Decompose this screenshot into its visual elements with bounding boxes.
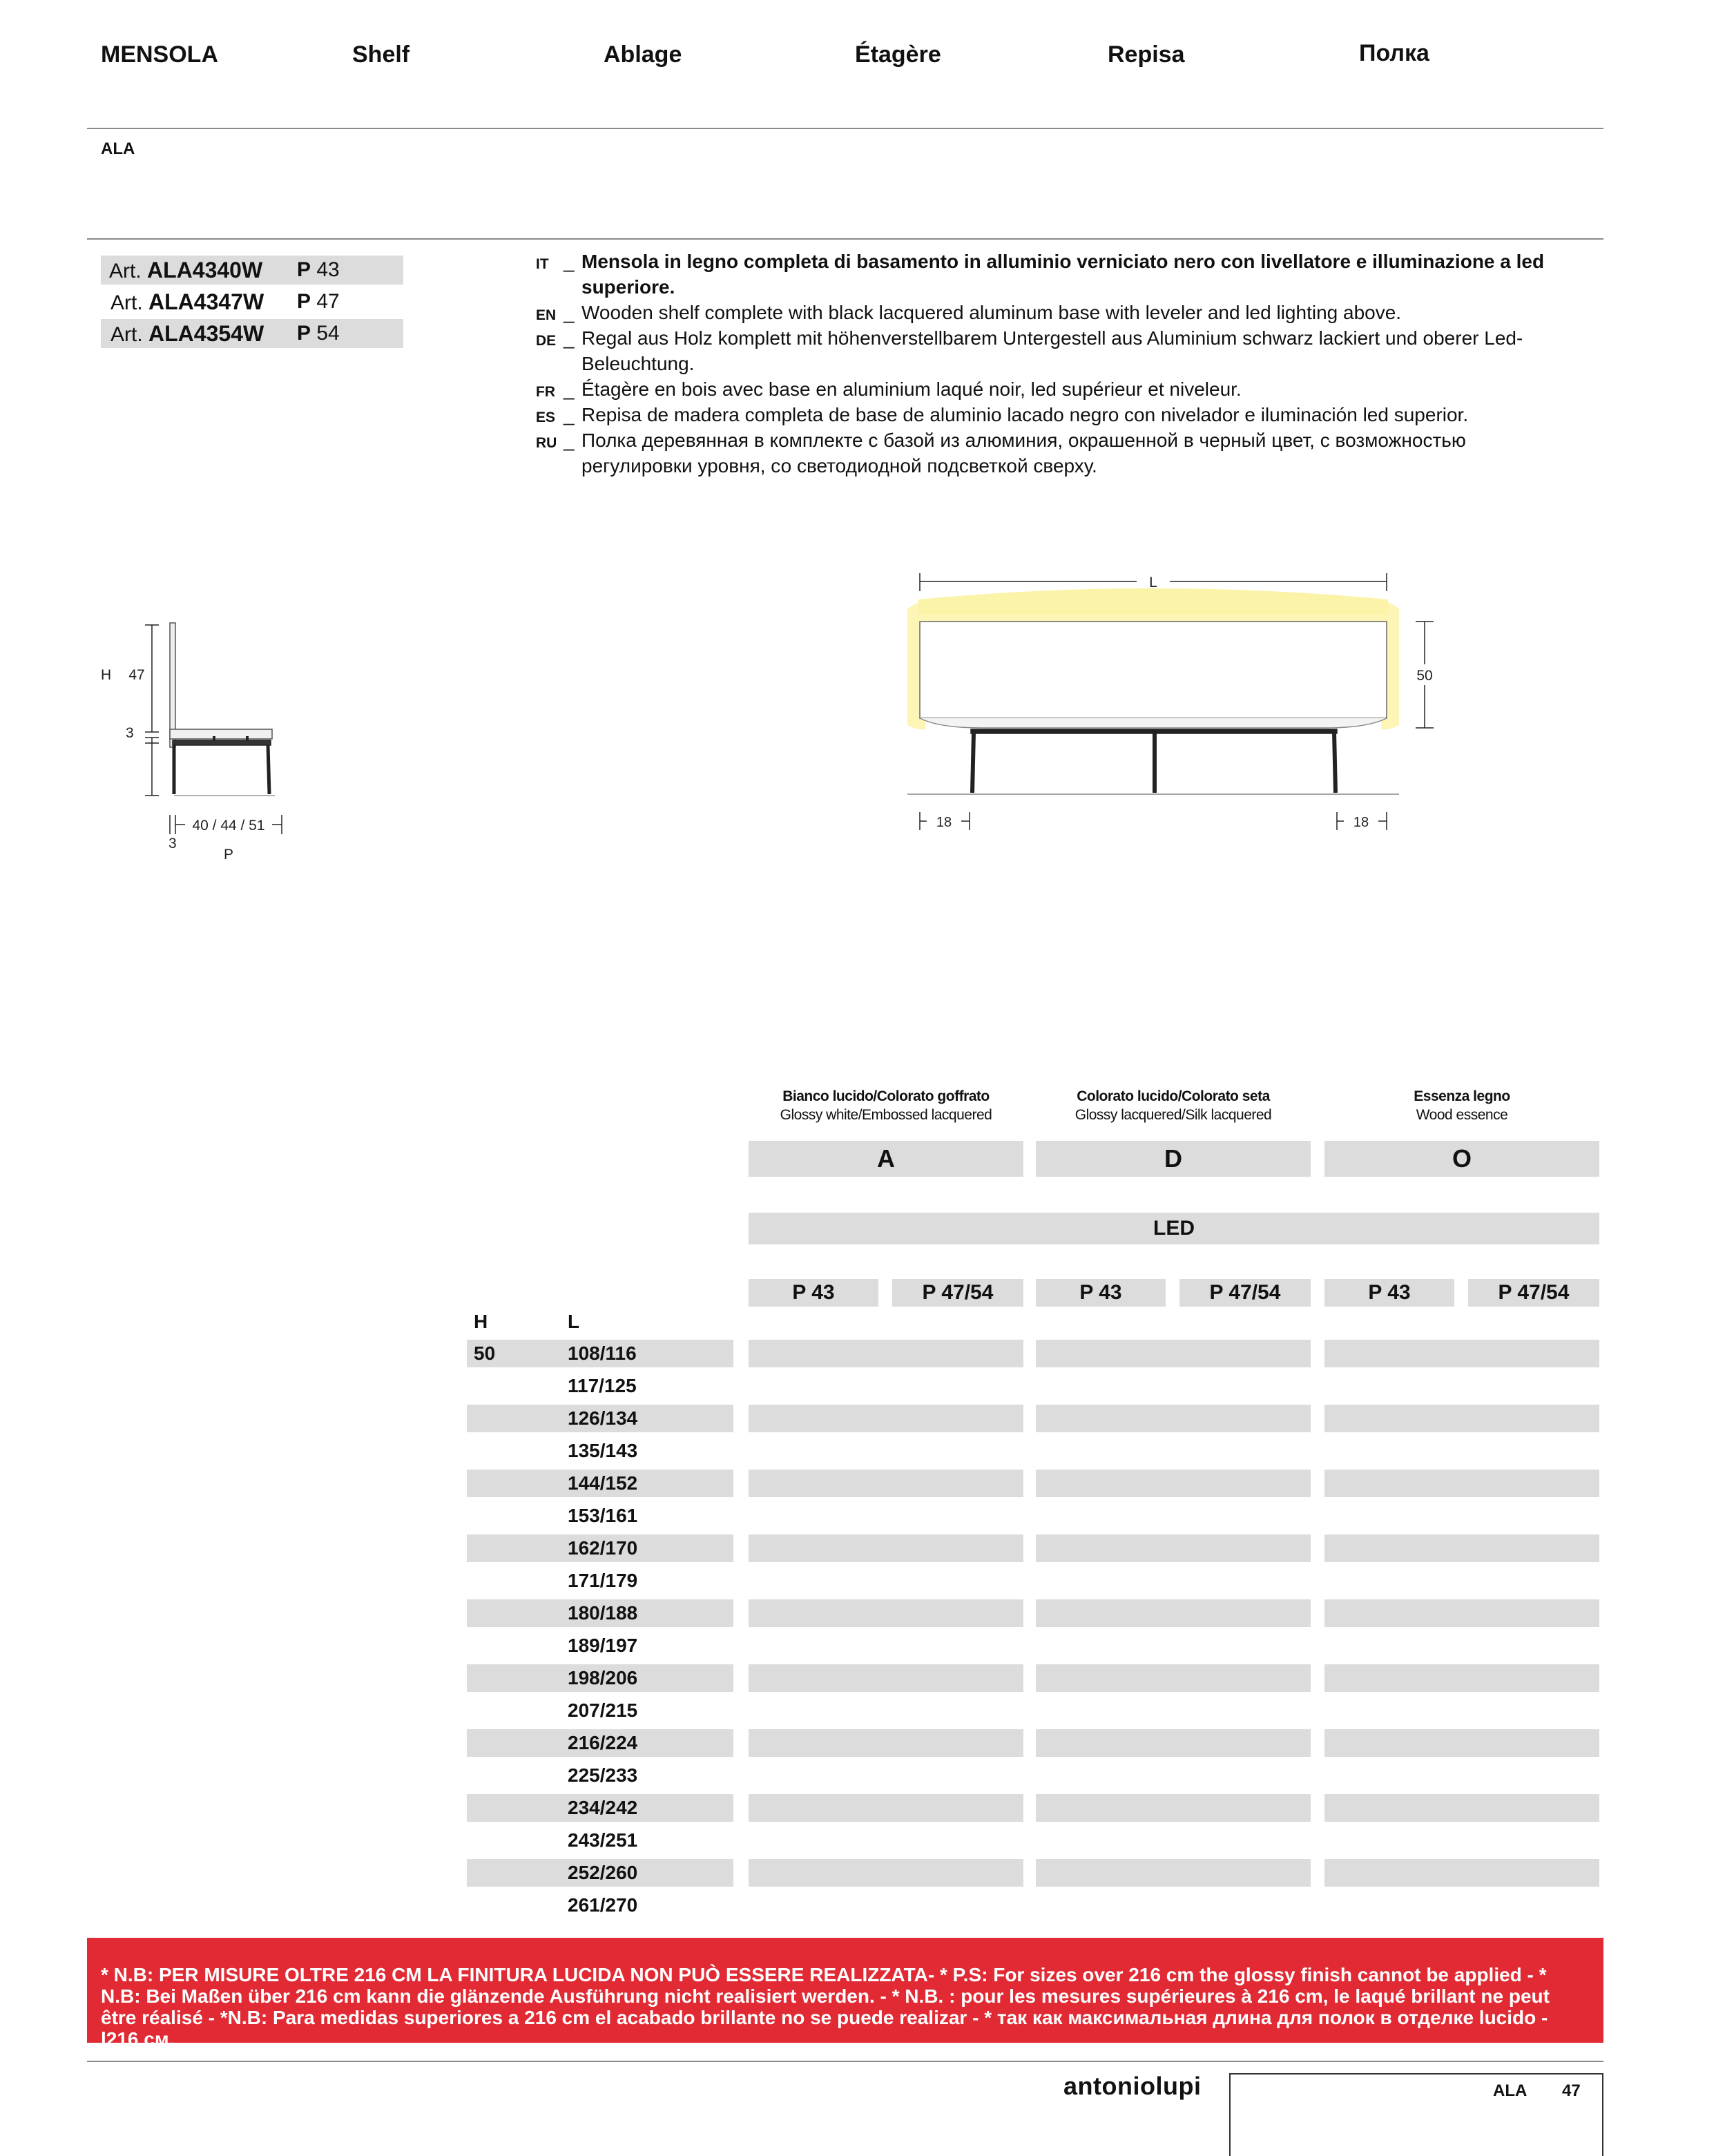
article-p-value: 47 xyxy=(316,290,340,313)
lang-code: FR xyxy=(536,384,555,400)
header-label-fr: Étagère xyxy=(855,41,941,68)
shelf-bottom-panel xyxy=(170,729,272,739)
article-p-label: P xyxy=(297,258,311,281)
lang-code: IT xyxy=(536,256,549,272)
table-row-cell xyxy=(749,1340,1023,1367)
table-row-cell xyxy=(749,1470,1023,1497)
table-row-cell xyxy=(1324,1534,1599,1562)
p-column-header: P 43 xyxy=(749,1279,878,1307)
table-length-value: 252/260 xyxy=(568,1862,638,1883)
dim-p-label: P xyxy=(224,847,234,863)
dim-h-label: H xyxy=(101,667,112,683)
article-p-label: P xyxy=(297,290,311,313)
finish-subtitle: Glossy lacquered/Silk lacquered xyxy=(1074,1107,1272,1123)
table-length-value: 207/215 xyxy=(568,1700,638,1721)
table-row-cell xyxy=(1036,1794,1311,1822)
table-row-cell xyxy=(1036,1340,1311,1367)
article-row xyxy=(101,256,403,285)
table-length-value: 243/251 xyxy=(568,1829,638,1851)
article-prefix: Art. xyxy=(110,323,143,346)
shelf-bottom xyxy=(920,718,1387,728)
table-length-value: 135/143 xyxy=(568,1440,638,1461)
finish-header-o xyxy=(1324,1087,1599,1124)
table-row-cell xyxy=(749,1599,1023,1627)
header-label-de: Ablage xyxy=(604,41,682,68)
table-row-cell xyxy=(1036,1599,1311,1627)
table-row-cell xyxy=(1036,1664,1311,1692)
section-title: ALA xyxy=(101,139,135,158)
description-text: Étagère en bois avec base en aluminium laqué noir, led supérieur et niveleur. xyxy=(581,378,1242,400)
table-l-header: L xyxy=(568,1311,580,1332)
finish-title: Bianco lucido/Colorato goffrato xyxy=(782,1088,990,1104)
table-row-cell xyxy=(1324,1794,1599,1822)
article-p-label: P xyxy=(297,322,311,345)
table-length-value: 234/242 xyxy=(568,1797,638,1818)
table-row-cell xyxy=(1324,1729,1599,1757)
front-view-drawing xyxy=(898,559,1464,843)
table-row-cell xyxy=(1324,1664,1599,1692)
article-p-value: 43 xyxy=(316,258,340,281)
article-code: ALA4340W xyxy=(147,258,263,282)
dim-base-value: 3 xyxy=(126,725,134,741)
p-column-header: P 47/54 xyxy=(892,1279,1023,1307)
article-code: ALA4354W xyxy=(148,321,264,346)
table-row-cell xyxy=(1324,1405,1599,1432)
article-row xyxy=(101,319,403,348)
table-row-cell xyxy=(1036,1859,1311,1887)
table-row-cell xyxy=(749,1729,1023,1757)
table-row-cell xyxy=(749,1664,1023,1692)
table-length-value: 216/224 xyxy=(568,1732,638,1753)
footer-divider xyxy=(87,2061,1603,2062)
finish-code-d: D xyxy=(1036,1141,1311,1177)
lang-code: EN xyxy=(536,307,557,323)
table-row-cell xyxy=(749,1534,1023,1562)
dim-left-inset: 18 xyxy=(936,815,952,830)
table-length-value: 180/188 xyxy=(568,1602,638,1624)
description-text: Полка деревянная в комплекте с базой из алюминия, окрашенной в черный цвет, с возможностью регулировки уровня, со светодиодной подсветкой сверху. xyxy=(581,430,1466,477)
finish-title: Essenza legno xyxy=(1414,1088,1510,1104)
table-length-value: 171/179 xyxy=(568,1570,638,1591)
side-view-drawing xyxy=(90,608,311,870)
table-row-cell xyxy=(1324,1599,1599,1627)
table-row-cell xyxy=(1324,1470,1599,1497)
p-column-header: P 43 xyxy=(1324,1279,1454,1307)
section-divider xyxy=(87,238,1603,240)
notice-banner: * N.B: PER MISURE OLTRE 216 CM LA FINITURA LUCIDA NON PUÒ ESSERE REALIZZATA- * P.S: For sizes over 216 cm the glossy finish cannot be applied - * N.B: Bei Maßen über 216 cm kann die glänzende Ausführung nicht realisiert werden. - * N.B. : pour les mesures supérieures à 216 cm, le laqué brillant ne peut être réalisé - *N.B: Para medidas superiores a 216 cm el acabado brillante no se puede realizar - * так как максимальная длина для полок в отделке lucido - l216 см. xyxy=(87,1938,1603,2043)
footer-box-right xyxy=(1602,2073,1603,2156)
finish-title: Colorato lucido/Colorato seta xyxy=(1077,1088,1270,1104)
finish-header-d xyxy=(1036,1087,1311,1124)
base-frame xyxy=(173,740,271,745)
table-row-cell xyxy=(1036,1405,1311,1432)
article-prefix: Art. xyxy=(110,291,143,314)
lang-dash: _ xyxy=(563,378,575,400)
lang-dash: _ xyxy=(563,430,575,451)
table-row-cell xyxy=(1324,1340,1599,1367)
table-length-value: 126/134 xyxy=(568,1407,638,1429)
finish-code-a: A xyxy=(749,1141,1023,1177)
dim-l-label: L xyxy=(1149,575,1157,590)
dim-depth-offset: 3 xyxy=(168,836,177,851)
table-length-value: 153/161 xyxy=(568,1505,638,1526)
p-column-header: P 47/54 xyxy=(1468,1279,1599,1307)
base-leg xyxy=(1334,732,1336,793)
shelf-back-panel xyxy=(170,623,175,747)
table-length-value: 189/197 xyxy=(568,1635,638,1656)
footer-box-left xyxy=(1229,2073,1231,2156)
header-label-en: Shelf xyxy=(352,41,410,68)
lang-dash: _ xyxy=(563,327,575,349)
footer-box-top xyxy=(1229,2073,1603,2075)
header-label-es: Repisa xyxy=(1108,41,1185,68)
base-leg xyxy=(972,732,974,793)
brand-logo: antoniolupi xyxy=(1063,2072,1202,2100)
article-code: ALA4347W xyxy=(148,289,264,314)
lang-code: DE xyxy=(536,333,557,349)
dim-depth-values: 40 / 44 / 51 xyxy=(192,818,265,834)
led-label: LED xyxy=(749,1213,1599,1244)
dim-h-value: 47 xyxy=(128,667,145,683)
shelf-body xyxy=(920,622,1387,718)
description-text: Wooden shelf complete with black lacquered aluminum base with leveler and led lighting above. xyxy=(581,302,1402,323)
table-row-cell xyxy=(749,1859,1023,1887)
table-row-cell xyxy=(1036,1729,1311,1757)
table-length-value: 198/206 xyxy=(568,1667,638,1688)
article-p-value: 54 xyxy=(316,322,340,345)
finish-subtitle: Wood essence xyxy=(1416,1107,1508,1123)
header-label-it: MENSOLA xyxy=(101,41,218,68)
article-prefix: Art. xyxy=(109,260,142,282)
dim-height-value: 50 xyxy=(1416,668,1433,684)
lang-code: ES xyxy=(536,410,556,425)
table-length-value: 117/125 xyxy=(568,1375,637,1396)
finish-header-a xyxy=(749,1087,1023,1124)
table-length-value: 108/116 xyxy=(568,1342,637,1364)
led-glow-top xyxy=(918,588,1388,615)
header-label-ru: Полка xyxy=(1359,40,1429,66)
base-leg xyxy=(268,745,269,794)
table-row-cell xyxy=(749,1405,1023,1432)
p-column-header: P 43 xyxy=(1036,1279,1166,1307)
table-row-cell xyxy=(1324,1859,1599,1887)
lang-dash: _ xyxy=(563,404,575,425)
p-column-header: P 47/54 xyxy=(1179,1279,1311,1307)
article-row xyxy=(101,287,403,316)
table-h-value: 50 xyxy=(474,1342,496,1364)
lang-dash: _ xyxy=(563,302,575,323)
table-h-header: H xyxy=(474,1311,488,1332)
description-text: Mensola in legno completa di basamento in alluminio verniciato nero con livellatore e illuminazione a led superiore. xyxy=(581,251,1545,298)
lang-code: RU xyxy=(536,435,557,451)
description-text: Repisa de madera completa de base de aluminio lacado negro con nivelador e iluminación led superior. xyxy=(581,404,1469,425)
table-row-cell xyxy=(1036,1534,1311,1562)
dim-right-inset: 18 xyxy=(1353,815,1369,830)
table-row-cell xyxy=(1036,1470,1311,1497)
table-length-value: 144/152 xyxy=(568,1472,638,1494)
table-length-value: 225/233 xyxy=(568,1764,638,1786)
table-length-value: 261/270 xyxy=(568,1894,638,1916)
table-row-cell xyxy=(749,1794,1023,1822)
table-length-value: 162/170 xyxy=(568,1537,638,1559)
lang-dash: _ xyxy=(563,251,575,272)
footer-section: ALA xyxy=(1493,2081,1528,2100)
footer-page-number: 47 xyxy=(1562,2081,1581,2100)
finish-code-o: O xyxy=(1324,1141,1599,1177)
description-text: Regal aus Holz komplett mit höhenverstellbarem Untergestell aus Aluminium schwarz lackiert und oberer Led-Beleuchtung. xyxy=(581,327,1523,374)
finish-subtitle: Glossy white/Embossed lacquered xyxy=(780,1107,992,1123)
header-divider xyxy=(87,128,1603,129)
